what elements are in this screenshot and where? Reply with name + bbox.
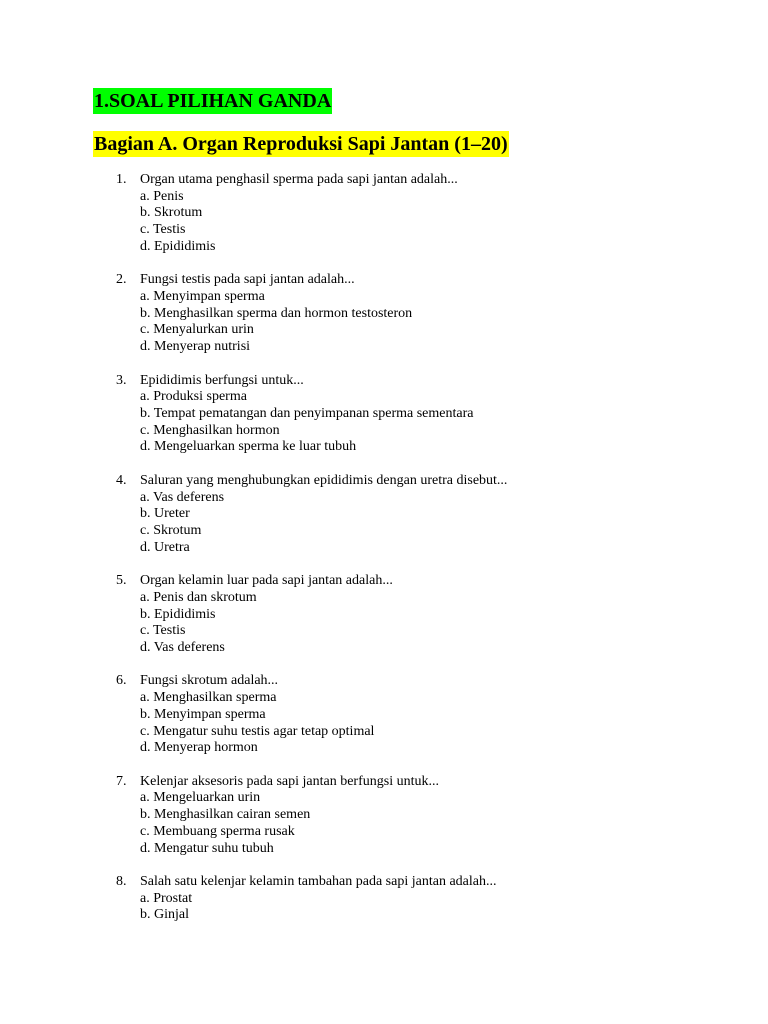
question-item: [0, 172, 768, 272]
question-item: [0, 573, 768, 673]
question-list: [0, 172, 768, 974]
page-title: 1.SOAL PILIHAN GANDA: [94, 90, 332, 112]
question-text: Kelenjar aksesoris pada sapi jantan berfungsi untuk...: [140, 773, 439, 789]
section-heading: Bagian A. Organ Reproduksi Sapi Jantan (1–20): [94, 133, 508, 155]
option-b: b. Tempat pematangan dan penyimpanan sperma sementara: [140, 405, 474, 421]
option-list: [140, 690, 374, 757]
option-list: [140, 790, 310, 857]
option-a: a. Penis dan skrotum: [140, 589, 257, 605]
question-text: Salah satu kelenjar kelamin tambahan pada sapi jantan adalah...: [140, 874, 497, 890]
option-d: d. Menyerap nutrisi: [140, 339, 251, 355]
question-number: 6.: [116, 673, 127, 689]
option-d: d. Vas deferens: [140, 639, 225, 655]
question-number: 4.: [116, 472, 127, 488]
option-b: b. Ureter: [140, 506, 190, 522]
question-text: Saluran yang menghubungkan epididimis dengan uretra disebut...: [140, 472, 508, 488]
option-list: [140, 389, 473, 456]
option-d: d. Mengatur suhu tubuh: [140, 840, 274, 856]
option-a: a. Vas deferens: [140, 489, 225, 505]
option-c: c. Menghasilkan hormon: [140, 422, 280, 438]
option-d: d. Uretra: [140, 539, 190, 555]
question-item: [0, 373, 768, 473]
option-b: b. Ginjal: [140, 907, 189, 923]
option-b: b. Skrotum: [140, 205, 203, 221]
option-list: [140, 189, 215, 256]
option-a: a. Produksi sperma: [140, 389, 247, 405]
question-text: Epididimis berfungsi untuk...: [140, 372, 304, 388]
option-d: d. Mengeluarkan sperma ke luar tubuh: [140, 439, 357, 455]
option-a: a. Menghasilkan sperma: [140, 690, 277, 706]
question-text: Organ utama penghasil sperma pada sapi jantan adalah...: [140, 172, 458, 187]
option-c: c. Testis: [140, 222, 186, 238]
question-item: [0, 774, 768, 874]
option-list: [140, 490, 224, 557]
option-d: d. Menyerap hormon: [140, 740, 258, 756]
question-item: [0, 673, 768, 773]
option-c: c. Mengatur suhu testis agar tetap optimal: [140, 723, 375, 739]
question-number: 3.: [116, 372, 127, 388]
option-b: b. Menghasilkan cairan semen: [140, 807, 311, 823]
option-a: a. Penis: [140, 188, 184, 204]
question-item: [0, 473, 768, 573]
question-item: [0, 874, 768, 974]
question-text: Fungsi skrotum adalah...: [140, 673, 279, 689]
question-number: 2.: [116, 272, 127, 288]
option-a: a. Menyimpan sperma: [140, 288, 265, 304]
question-text: Fungsi testis pada sapi jantan adalah...: [140, 272, 355, 288]
option-a: a. Prostat: [140, 890, 193, 906]
question-text: Organ kelamin luar pada sapi jantan adalah...: [140, 573, 393, 589]
question-number: 8.: [116, 874, 127, 890]
option-list: [140, 289, 412, 356]
option-c: c. Skrotum: [140, 522, 202, 538]
question-number: 1.: [116, 172, 127, 187]
option-b: b. Menghasilkan sperma dan hormon testosteron: [140, 305, 413, 321]
option-list: [140, 590, 257, 657]
question-item: [0, 272, 768, 372]
option-c: c. Menyalurkan urin: [140, 322, 254, 338]
option-a: a. Mengeluarkan urin: [140, 790, 261, 806]
option-b: b. Epididimis: [140, 606, 216, 622]
option-b: b. Menyimpan sperma: [140, 706, 266, 722]
option-list: [140, 891, 192, 924]
question-number: 5.: [116, 573, 127, 589]
option-c: c. Testis: [140, 623, 186, 639]
option-d: d. Epididimis: [140, 238, 216, 254]
question-number: 7.: [116, 773, 127, 789]
option-c: c. Membuang sperma rusak: [140, 823, 295, 839]
